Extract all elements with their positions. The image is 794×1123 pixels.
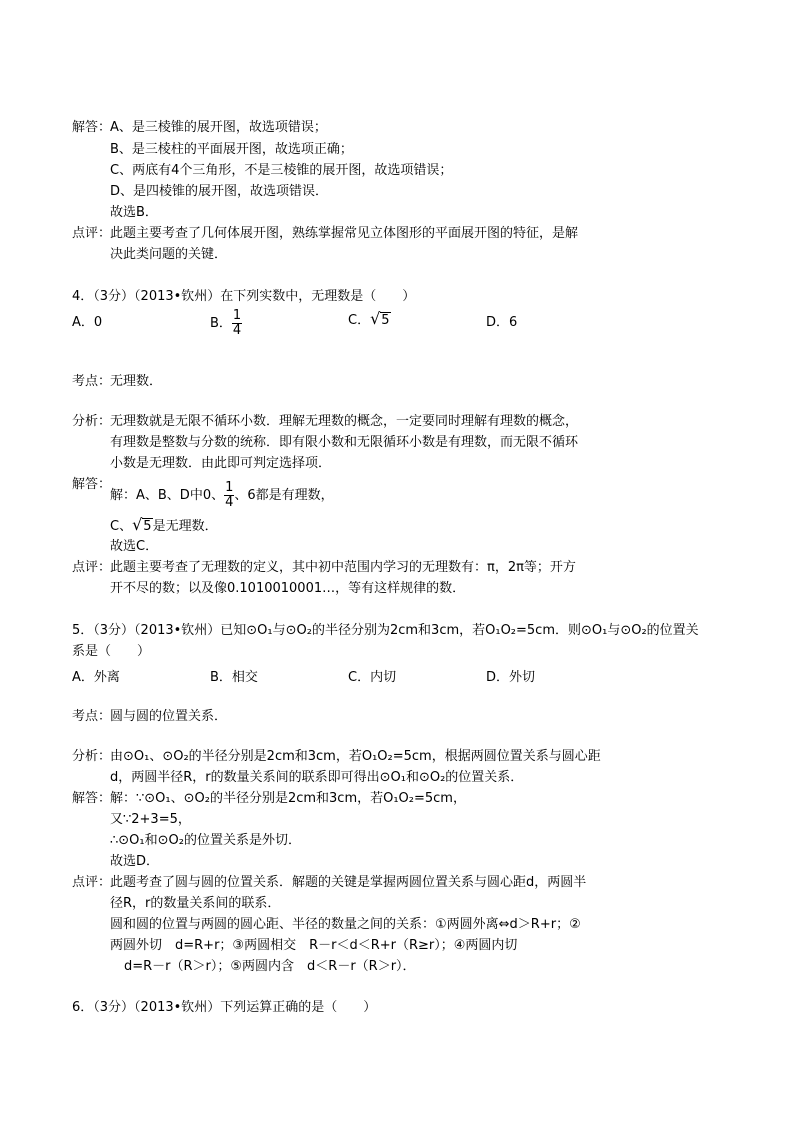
q4-fenxi-label: 分析： [72, 414, 112, 429]
q4-jieda-text: C、 [110, 519, 133, 534]
q5-dianping-line: d=R－r（R＞r）；⑤两圆内含 d＜R－r（R＞r）． [124, 959, 416, 974]
q3-answer-line: 故选B． [110, 205, 158, 220]
q5-jieda-line: 故选D． [110, 854, 160, 869]
fraction-one-quarter [232, 309, 242, 338]
q5-fenxi-label: 分析： [72, 749, 112, 764]
q5-dianping-line: 圆和圆的位置与两圆的圆心距、半径的数量之间的关系：①两圆外离⇔d＞R+r；② [110, 917, 581, 932]
radicand: 5 [143, 519, 152, 534]
sqrt-five [132, 517, 152, 535]
q5-fenxi-line: d，两圆半径R，r的数量关系间的联系即可得出⊙O₁和⊙O₂的位置关系． [110, 770, 524, 785]
q6-stem: 6．（3分）（2013•钦州）下列运算正确的是（ ） [72, 1000, 377, 1015]
q5-stem: 系是（ ） [72, 644, 151, 659]
q5-jieda-line: 解：∵⊙O₁、⊙O₂的半径分别是2cm和3cm，若O₁O₂=5cm， [110, 791, 466, 806]
q3-answer-label: 解答： [72, 120, 112, 135]
q5-fenxi-line: 由⊙O₁、⊙O₂的半径分别是2cm和3cm，若O₁O₂=5cm，根据两圆位置关系与圆心距 [110, 749, 601, 764]
q3-comment-line: 决此类问题的关键． [110, 247, 228, 262]
q4-jieda-line-2 [110, 517, 218, 535]
q5-dianping-line: 径R，r的数量关系间的联系． [110, 896, 281, 911]
fraction-denominator: 4 [225, 495, 234, 510]
q4-jieda-text: 、6都是有理数， [234, 488, 334, 503]
q4-jieda-text: 是无理数． [152, 519, 218, 534]
q3-comment-label: 点评： [72, 226, 112, 241]
radical-sign-icon: √ [132, 515, 143, 534]
q4-option-c-prefix: C． [348, 313, 371, 328]
fraction-denominator: 4 [232, 323, 242, 338]
q4-option-c [348, 309, 391, 328]
q4-jieda-line-3: 故选C． [110, 539, 159, 554]
q5-dianping-line: 此题考查了圆与圆的位置关系．解题的关键是掌握两圆位置关系与圆心距d，两圆半 [110, 875, 587, 890]
q3-answer-line: B、是三棱柱的平面展开图，故选项正确； [110, 142, 353, 157]
q4-stem: 4．（3分）（2013•钦州）在下列实数中，无理数是（ ） [72, 289, 416, 304]
q4-jieda-text: 解：A、B、D中0、 [110, 488, 225, 503]
radical-sign-icon: √ [370, 309, 381, 328]
q4-fenxi-line: 无理数就是无限不循环小数．理解无理数的概念，一定要同时理解有理数的概念， [110, 414, 579, 429]
q5-dianping-label: 点评： [72, 875, 112, 890]
q3-comment-line: 此题主要考查了几何体展开图，熟练掌握常见立体图形的平面展开图的特征，是解 [110, 226, 579, 241]
q5-jieda-line: ∴⊙O₁和⊙O₂的位置关系是外切． [110, 833, 301, 848]
fraction-numerator: 1 [232, 308, 242, 323]
q5-option-c: C．内切 [348, 670, 397, 685]
q5-dianping-line: 两圆外切 d=R+r；③两圆相交 R－r＜d＜R+r（R≥r）；④两圆内切 [110, 938, 518, 953]
q4-option-d: D．6 [486, 315, 518, 330]
q4-dianping-line: 此题主要考查了无理数的定义，其中初中范围内学习的无理数有：π，2π等；开方 [110, 560, 576, 575]
q5-jieda-label: 解答： [72, 791, 112, 806]
radicand: 5 [381, 313, 390, 328]
q4-jieda-line-1 [110, 481, 334, 510]
q3-answer-line: D、是四棱锥的展开图，故选项错误． [110, 184, 329, 199]
q4-fenxi-line: 小数是无理数．由此即可判定选择项． [110, 456, 332, 471]
q5-kaodian-label: 考点： [72, 709, 112, 724]
q5-option-a: A．外离 [72, 670, 120, 685]
fraction-numerator: 1 [225, 480, 234, 495]
q5-jieda-line: 又∵2+3=5， [110, 812, 191, 827]
q4-option-b-prefix: B． [210, 316, 232, 331]
q5-kaodian: 圆与圆的位置关系． [110, 709, 228, 724]
q4-kaodian: 无理数． [110, 374, 163, 389]
q5-option-b: B．相交 [210, 670, 258, 685]
q4-dianping-label: 点评： [72, 560, 112, 575]
q5-stem: 5．（3分）（2013•钦州）已知⊙O₁与⊙O₂的半径分别为2cm和3cm，若O₁O₂=5cm．则⊙O₁与⊙O₂的位置关 [72, 623, 699, 638]
q4-option-b [210, 309, 242, 338]
q5-option-d: D．外切 [486, 670, 536, 685]
q4-kaodian-label: 考点： [72, 374, 112, 389]
sqrt-five [370, 309, 390, 328]
q3-answer-line: C、两底有4个三角形，不是三棱锥的展开图，故选项错误； [110, 163, 453, 178]
fraction-one-quarter [224, 481, 234, 510]
q4-option-a: A．0 [72, 315, 103, 330]
q4-fenxi-line: 有理数是整数与分数的统称．即有限小数和无限循环小数是有理数，而无限不循环 [110, 435, 579, 450]
q3-answer-line: A、是三棱锥的展开图，故选项错误； [110, 120, 327, 135]
q4-dianping-line: 开不尽的数；以及像0.1010010001…，等有这样规律的数． [110, 581, 466, 596]
q4-jieda-label: 解答： [72, 477, 112, 492]
